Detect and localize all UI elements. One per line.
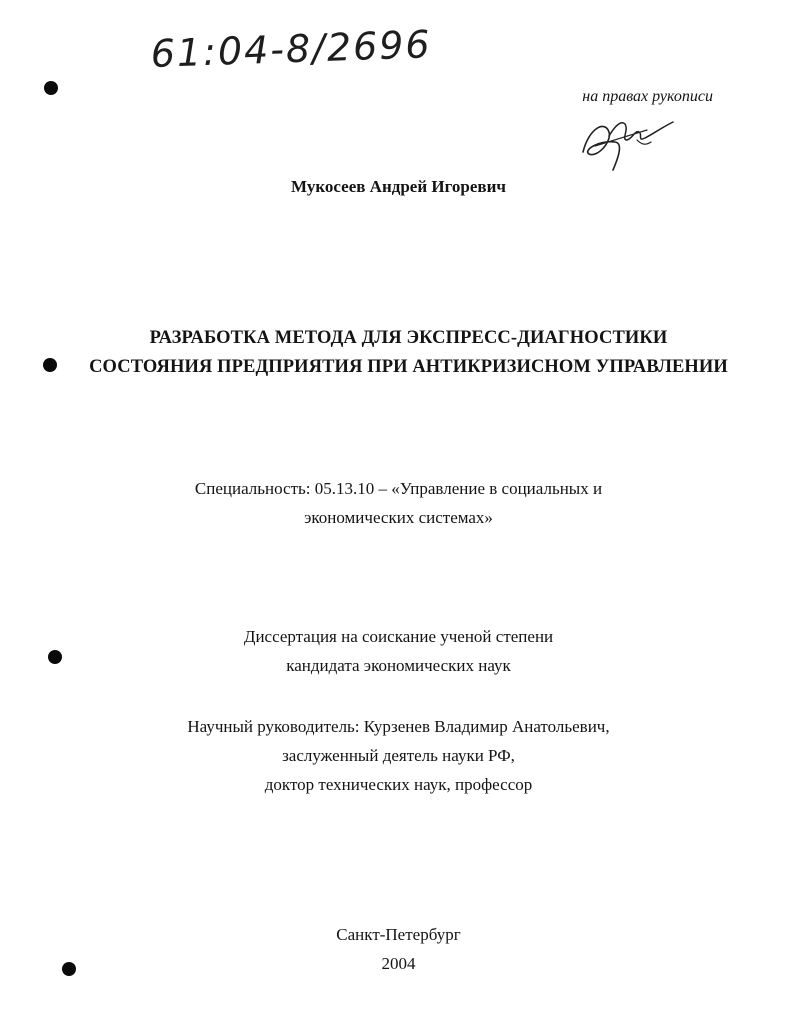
degree-statement bbox=[0, 622, 797, 680]
year: 2004 bbox=[381, 954, 416, 973]
rights-note: на правах рукописи bbox=[582, 88, 713, 105]
specialty-line: экономических системах» bbox=[304, 508, 493, 527]
supervisor-line: заслуженный деятель науки РФ, bbox=[282, 746, 515, 765]
degree-line: Диссертация на соискание ученой степени bbox=[243, 627, 554, 646]
supervisor bbox=[0, 712, 797, 799]
binder-hole-2 bbox=[43, 358, 57, 372]
title-line: СОСТОЯНИЯ ПРЕДПРИЯТИЯ ПРИ АНТИКРИЗИСНОМ УПРАВЛЕНИИ bbox=[89, 357, 728, 377]
supervisor-line: доктор технических наук, профессор bbox=[264, 775, 533, 794]
binder-hole-1 bbox=[44, 81, 58, 95]
signature-icon bbox=[575, 110, 685, 180]
specialty bbox=[0, 474, 797, 532]
author-name: Мукосеев Андрей Игоревич bbox=[291, 177, 506, 196]
title-line: РАЗРАБОТКА МЕТОДА ДЛЯ ЭКСПРЕСС-ДИАГНОСТИКИ bbox=[149, 328, 668, 348]
place-and-year bbox=[0, 920, 797, 978]
supervisor-line: Научный руководитель: Курзенев Владимир Анатольевич, bbox=[187, 717, 610, 736]
handwritten-archive-code: 61:04-8/2696 bbox=[150, 22, 433, 76]
degree-line: кандидата экономических наук bbox=[286, 656, 511, 675]
dissertation-title bbox=[60, 324, 757, 382]
specialty-line: Специальность: 05.13.10 – «Управление в социальных и bbox=[194, 479, 603, 498]
city: Санкт-Петербург bbox=[336, 925, 461, 944]
